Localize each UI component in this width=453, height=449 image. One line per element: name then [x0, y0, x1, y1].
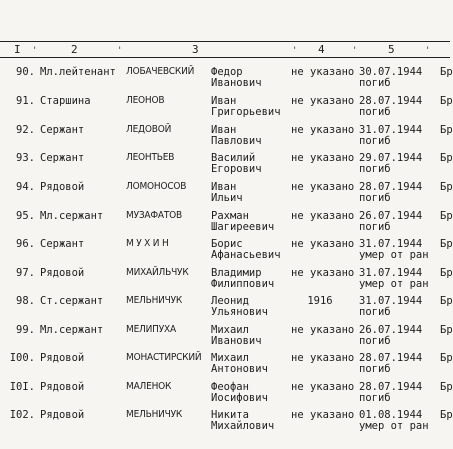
fate: [359, 238, 439, 261]
header-top-rule: [0, 41, 450, 42]
truncated-column: Бр: [440, 324, 453, 336]
col-separator-tick: ': [32, 46, 38, 56]
birth-year: не указано: [291, 409, 355, 421]
table-row: [0, 181, 453, 211]
row-number: 94.: [16, 181, 35, 193]
given-name: Феофан: [211, 381, 249, 393]
date: 29.07.1944: [359, 152, 423, 164]
given-name: Никита: [211, 409, 249, 421]
rank: Рядовой: [40, 267, 85, 279]
given-name: Владимир: [211, 267, 262, 279]
fate: [359, 152, 439, 175]
date: 31.07.1944: [359, 124, 423, 136]
date: 30.07.1944: [359, 66, 423, 78]
row-number: I02.: [9, 409, 35, 421]
date: 31.07.1944: [359, 295, 423, 307]
surname: ЛЕДОВОЙ: [126, 124, 172, 135]
given-name-patronymic: [211, 324, 291, 347]
fate: [359, 181, 439, 204]
row-number: I00.: [9, 352, 35, 364]
truncated-column: Бр: [440, 95, 453, 107]
given-name-patronymic: [211, 295, 291, 318]
truncated-column: Бр: [440, 381, 453, 393]
table-row: [0, 409, 453, 439]
birth-year: не указано: [291, 267, 355, 279]
birth-year: не указано: [291, 381, 355, 393]
patronymic: Шагиреевич: [211, 221, 275, 233]
row-number: 91.: [16, 95, 35, 107]
surname: МЕЛЬНИЧУК: [126, 295, 183, 306]
col-header-4: 4: [318, 43, 325, 56]
fate: [359, 381, 439, 404]
table-row: [0, 324, 453, 354]
fate-text: умер от ран: [359, 278, 429, 290]
rank: Рядовой: [40, 352, 85, 364]
given-name: Михаил: [211, 324, 249, 336]
given-name-patronymic: [211, 238, 291, 261]
rank: Старшина: [40, 95, 91, 107]
given-name: Рахман: [211, 210, 249, 222]
col-header-3: 3: [192, 43, 199, 56]
col-header-5: 5: [388, 43, 395, 56]
surname: ЛЕОНОВ: [126, 95, 165, 106]
birth-year: не указано: [291, 66, 355, 78]
truncated-column: Бр: [440, 181, 453, 193]
rank: Сержант: [40, 238, 85, 250]
fate-text: умер от ран: [359, 420, 429, 432]
truncated-column: Бр: [440, 152, 453, 164]
patronymic: Иванович: [211, 335, 262, 347]
fate: [359, 124, 439, 147]
table-row: [0, 381, 453, 411]
given-name: Иван: [211, 95, 237, 107]
birth-year: не указано: [291, 152, 355, 164]
col-separator-tick: ': [292, 46, 298, 56]
date: 31.07.1944: [359, 267, 423, 279]
fate-text: погиб: [359, 306, 391, 318]
col-header-2: 2: [71, 43, 78, 56]
table-row: [0, 352, 453, 382]
fate-text: погиб: [359, 363, 391, 375]
given-name-patronymic: [211, 181, 291, 204]
fate-text: погиб: [359, 77, 391, 89]
table-row: [0, 66, 453, 96]
patronymic: Иванович: [211, 77, 262, 89]
given-name-patronymic: [211, 210, 291, 233]
fate: [359, 210, 439, 233]
date: 26.07.1944: [359, 324, 423, 336]
surname: МЕЛЬНИЧУК: [126, 409, 183, 420]
row-number: I0I.: [9, 381, 35, 393]
patronymic: Ульянович: [211, 306, 268, 318]
rank: Мл.сержант: [40, 324, 104, 336]
given-name-patronymic: [211, 95, 291, 118]
fate-text: погиб: [359, 221, 391, 233]
given-name-patronymic: [211, 352, 291, 375]
row-number: 92.: [16, 124, 35, 136]
surname: МУЗАФАТОВ: [126, 210, 183, 221]
fate-text: погиб: [359, 335, 391, 347]
patronymic: Антонович: [211, 363, 268, 375]
birth-year: 1916: [307, 295, 333, 307]
row-number: 96.: [16, 238, 35, 250]
header-bottom-rule: [0, 57, 450, 58]
birth-year: не указано: [291, 210, 355, 222]
surname: МОНАСТИРСКИЙ: [126, 352, 202, 363]
fate-text: погиб: [359, 392, 391, 404]
col-separator-tick: ': [425, 46, 431, 56]
birth-year: не указано: [291, 124, 355, 136]
given-name: Василий: [211, 152, 256, 164]
surname: М У Х И Н: [126, 238, 169, 249]
rank: Сержант: [40, 124, 85, 136]
fate: [359, 352, 439, 375]
fate: [359, 267, 439, 290]
patronymic: Егорович: [211, 163, 262, 175]
birth-year: не указано: [291, 352, 355, 364]
fate: [359, 66, 439, 89]
row-number: 90.: [16, 66, 35, 78]
truncated-column: Бр: [440, 238, 453, 250]
patronymic: Григорьевич: [211, 106, 281, 118]
patronymic: Ильич: [211, 192, 243, 204]
given-name-patronymic: [211, 152, 291, 175]
rank: Рядовой: [40, 381, 85, 393]
rank: Ст.сержант: [40, 295, 104, 307]
row-number: 93.: [16, 152, 35, 164]
table-row: [0, 95, 453, 125]
col-separator-tick: ': [352, 46, 358, 56]
rank: Сержант: [40, 152, 85, 164]
surname: МИХАЙЛЬЧУК: [126, 267, 189, 278]
rank: Мл.сержант: [40, 210, 104, 222]
truncated-column: Бр: [440, 210, 453, 222]
truncated-column: Бр: [440, 124, 453, 136]
fate-text: погиб: [359, 135, 391, 147]
given-name-patronymic: [211, 409, 291, 432]
table-row: [0, 210, 453, 240]
rank: Рядовой: [40, 181, 85, 193]
surname: ЛЕОНТЬЕВ: [126, 152, 175, 163]
date: 01.08.1944: [359, 409, 423, 421]
fate: [359, 409, 439, 432]
given-name: Леонид: [211, 295, 249, 307]
date: 28.07.1944: [359, 381, 423, 393]
date: 28.07.1944: [359, 181, 423, 193]
row-number: 99.: [16, 324, 35, 336]
table-row: [0, 124, 453, 154]
truncated-column: Бр: [440, 352, 453, 364]
rank: Мл.лейтенант: [40, 66, 116, 78]
given-name: Иван: [211, 124, 237, 136]
patronymic: Павлович: [211, 135, 262, 147]
patronymic: Михайлович: [211, 420, 275, 432]
birth-year: не указано: [291, 181, 355, 193]
fate-text: погиб: [359, 106, 391, 118]
table-row: [0, 152, 453, 182]
row-number: 95.: [16, 210, 35, 222]
given-name: Иван: [211, 181, 237, 193]
surname: ЛОБАЧЕВСКИЙ: [126, 66, 195, 77]
truncated-column: Бр: [440, 295, 453, 307]
row-number: 97.: [16, 267, 35, 279]
truncated-column: Бр: [440, 66, 453, 78]
fate-text: погиб: [359, 192, 391, 204]
given-name: Михаил: [211, 352, 249, 364]
given-name: Федор: [211, 66, 243, 78]
surname: ЛОМОНОСОВ: [126, 181, 187, 192]
patronymic: Филиппович: [211, 278, 275, 290]
truncated-column: Бр: [440, 267, 453, 279]
date: 26.07.1944: [359, 210, 423, 222]
col-separator-tick: ': [117, 46, 123, 56]
birth-year: не указано: [291, 238, 355, 250]
birth-year: не указано: [291, 324, 355, 336]
given-name-patronymic: [211, 381, 291, 404]
row-number: 98.: [16, 295, 35, 307]
table-row: [0, 238, 453, 268]
patronymic: Иосифович: [211, 392, 268, 404]
fate-text: умер от ран: [359, 249, 429, 261]
given-name: Борис: [211, 238, 243, 250]
table-row: [0, 295, 453, 325]
fate: [359, 95, 439, 118]
birth-year: не указано: [291, 95, 355, 107]
surname: МЕЛИПУХА: [126, 324, 176, 335]
fate: [359, 295, 439, 318]
rank: Рядовой: [40, 409, 85, 421]
date: 28.07.1944: [359, 352, 423, 364]
col-header-1: I: [14, 43, 21, 56]
fate-text: погиб: [359, 163, 391, 175]
date: 28.07.1944: [359, 95, 423, 107]
date: 31.07.1944: [359, 238, 423, 250]
truncated-column: Бр: [440, 409, 453, 421]
surname: МАЛЕНОК: [126, 381, 172, 392]
given-name-patronymic: [211, 66, 291, 89]
fate: [359, 324, 439, 347]
given-name-patronymic: [211, 124, 291, 147]
table-row: [0, 267, 453, 297]
patronymic: Афанасьевич: [211, 249, 281, 261]
given-name-patronymic: [211, 267, 291, 290]
